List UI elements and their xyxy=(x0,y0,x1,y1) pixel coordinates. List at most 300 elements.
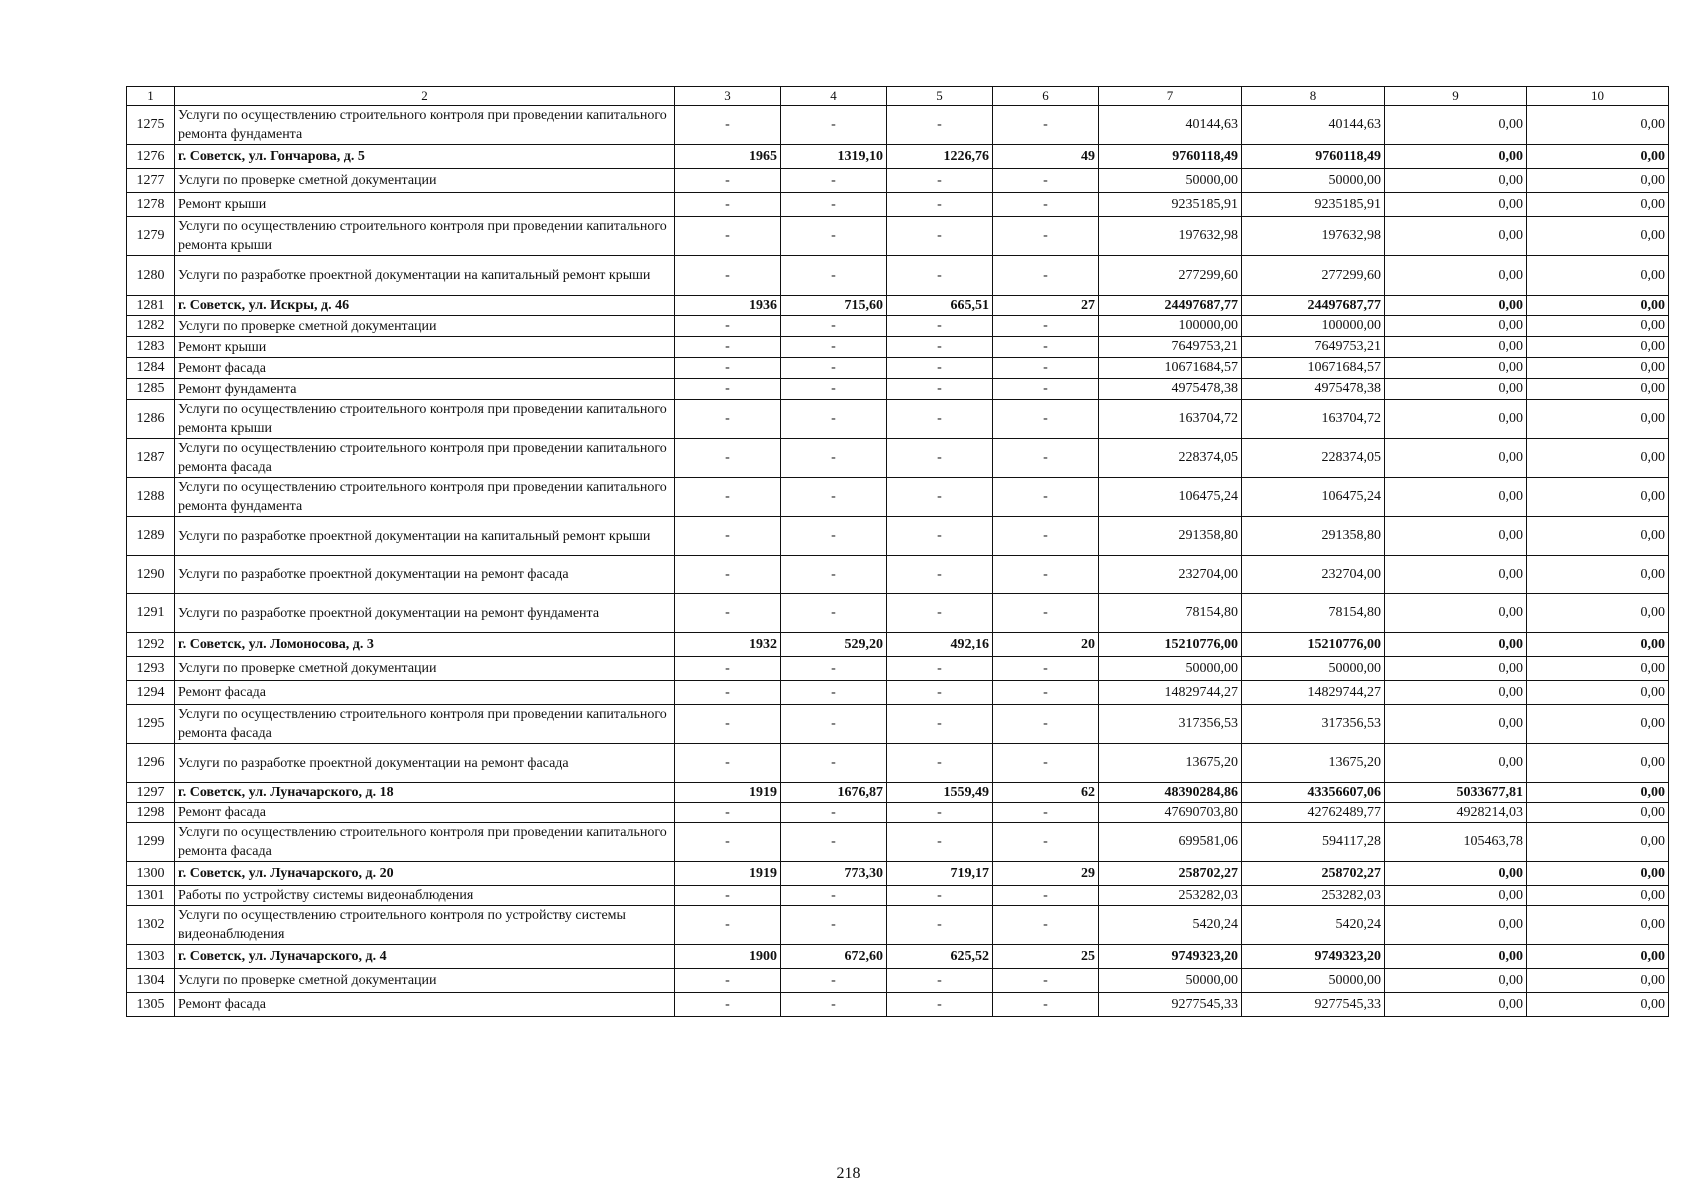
extra-cost-cell: 0,00 xyxy=(1527,296,1669,316)
living-area-cell: 1226,76 xyxy=(887,145,993,169)
living-area-cell: - xyxy=(887,358,993,379)
row-number: 1282 xyxy=(127,316,175,337)
row-name: Услуги по проверке сметной документации xyxy=(175,657,675,681)
year-cell: - xyxy=(675,337,781,358)
area-cell: - xyxy=(781,193,887,217)
total-cost-cell: 10671684,57 xyxy=(1099,358,1242,379)
living-area-cell: - xyxy=(887,705,993,744)
area-cell: 672,60 xyxy=(781,945,887,969)
total-cost-cell: 47690703,80 xyxy=(1099,803,1242,823)
address-row xyxy=(127,296,1669,316)
column-number: 5 xyxy=(887,87,993,106)
row-number: 1301 xyxy=(127,886,175,906)
row-name: Ремонт крыши xyxy=(175,337,675,358)
total-cost-cell: 9760118,49 xyxy=(1099,145,1242,169)
row-number: 1278 xyxy=(127,193,175,217)
area-cell: - xyxy=(781,478,887,517)
area-cell: - xyxy=(781,803,887,823)
fund-cost-cell: 163704,72 xyxy=(1242,400,1385,439)
fund-cost-cell: 5420,24 xyxy=(1242,906,1385,945)
fund-cost-cell: 106475,24 xyxy=(1242,478,1385,517)
table-row xyxy=(127,193,1669,217)
other-cost-cell: 0,00 xyxy=(1385,744,1527,783)
living-area-cell: - xyxy=(887,217,993,256)
fund-cost-cell: 100000,00 xyxy=(1242,316,1385,337)
other-cost-cell: 0,00 xyxy=(1385,556,1527,594)
row-number: 1292 xyxy=(127,633,175,657)
fund-cost-cell: 42762489,77 xyxy=(1242,803,1385,823)
extra-cost-cell: 0,00 xyxy=(1527,862,1669,886)
fund-cost-cell: 40144,63 xyxy=(1242,106,1385,145)
row-number: 1297 xyxy=(127,783,175,803)
area-cell: 715,60 xyxy=(781,296,887,316)
column-number: 10 xyxy=(1527,87,1669,106)
residents-cell: - xyxy=(993,439,1099,478)
extra-cost-cell: 0,00 xyxy=(1527,705,1669,744)
area-cell: - xyxy=(781,106,887,145)
row-number: 1277 xyxy=(127,169,175,193)
fund-cost-cell: 24497687,77 xyxy=(1242,296,1385,316)
extra-cost-cell: 0,00 xyxy=(1527,886,1669,906)
row-name: Услуги по осуществлению строительного контроля при проведении капитального ремонта фасада xyxy=(175,439,675,478)
extra-cost-cell: 0,00 xyxy=(1527,439,1669,478)
address-row xyxy=(127,783,1669,803)
total-cost-cell: 4975478,38 xyxy=(1099,379,1242,400)
row-number: 1290 xyxy=(127,556,175,594)
total-cost-cell: 228374,05 xyxy=(1099,439,1242,478)
fund-cost-cell: 50000,00 xyxy=(1242,657,1385,681)
residents-cell: - xyxy=(993,316,1099,337)
table-row xyxy=(127,906,1669,945)
living-area-cell: 492,16 xyxy=(887,633,993,657)
fund-cost-cell: 10671684,57 xyxy=(1242,358,1385,379)
extra-cost-cell: 0,00 xyxy=(1527,379,1669,400)
row-name: Ремонт фасада xyxy=(175,358,675,379)
residents-cell: - xyxy=(993,705,1099,744)
residents-cell: - xyxy=(993,517,1099,556)
fund-cost-cell: 14829744,27 xyxy=(1242,681,1385,705)
living-area-cell: - xyxy=(887,517,993,556)
fund-cost-cell: 258702,27 xyxy=(1242,862,1385,886)
total-cost-cell: 78154,80 xyxy=(1099,594,1242,633)
area-cell: - xyxy=(781,400,887,439)
other-cost-cell: 0,00 xyxy=(1385,439,1527,478)
table-row xyxy=(127,886,1669,906)
other-cost-cell: 0,00 xyxy=(1385,945,1527,969)
other-cost-cell: 0,00 xyxy=(1385,705,1527,744)
other-cost-cell: 0,00 xyxy=(1385,217,1527,256)
extra-cost-cell: 0,00 xyxy=(1527,945,1669,969)
column-number: 2 xyxy=(175,87,675,106)
row-name: Услуги по осуществлению строительного контроля при проведении капитального ремонта крыши xyxy=(175,400,675,439)
fund-cost-cell: 197632,98 xyxy=(1242,217,1385,256)
area-cell: - xyxy=(781,744,887,783)
residents-cell: - xyxy=(993,478,1099,517)
extra-cost-cell: 0,00 xyxy=(1527,316,1669,337)
row-name: Ремонт фундамента xyxy=(175,379,675,400)
page-number: 218 xyxy=(836,1165,861,1182)
year-cell: - xyxy=(675,217,781,256)
year-cell: - xyxy=(675,193,781,217)
fund-cost-cell: 43356607,06 xyxy=(1242,783,1385,803)
fund-cost-cell: 50000,00 xyxy=(1242,169,1385,193)
row-name: Ремонт фасада xyxy=(175,681,675,705)
total-cost-cell: 24497687,77 xyxy=(1099,296,1242,316)
other-cost-cell: 0,00 xyxy=(1385,969,1527,993)
living-area-cell: - xyxy=(887,969,993,993)
area-cell: - xyxy=(781,169,887,193)
area-cell: - xyxy=(781,379,887,400)
total-cost-cell: 163704,72 xyxy=(1099,400,1242,439)
row-number: 1304 xyxy=(127,969,175,993)
total-cost-cell: 106475,24 xyxy=(1099,478,1242,517)
extra-cost-cell: 0,00 xyxy=(1527,744,1669,783)
area-cell: - xyxy=(781,657,887,681)
fund-cost-cell: 253282,03 xyxy=(1242,886,1385,906)
table-row xyxy=(127,556,1669,594)
total-cost-cell: 317356,53 xyxy=(1099,705,1242,744)
other-cost-cell: 0,00 xyxy=(1385,400,1527,439)
extra-cost-cell: 0,00 xyxy=(1527,993,1669,1017)
area-cell: - xyxy=(781,358,887,379)
column-number-row xyxy=(127,87,1669,106)
fund-cost-cell: 15210776,00 xyxy=(1242,633,1385,657)
area-cell: - xyxy=(781,594,887,633)
row-name: Услуги по разработке проектной документации на капитальный ремонт крыши xyxy=(175,256,675,296)
other-cost-cell: 0,00 xyxy=(1385,337,1527,358)
year-cell: - xyxy=(675,400,781,439)
row-number: 1294 xyxy=(127,681,175,705)
table-row xyxy=(127,256,1669,296)
residents-cell: - xyxy=(993,169,1099,193)
fund-cost-cell: 228374,05 xyxy=(1242,439,1385,478)
row-number: 1295 xyxy=(127,705,175,744)
total-cost-cell: 48390284,86 xyxy=(1099,783,1242,803)
residents-cell: - xyxy=(993,993,1099,1017)
fund-cost-cell: 9235185,91 xyxy=(1242,193,1385,217)
row-name: Услуги по проверке сметной документации xyxy=(175,316,675,337)
living-area-cell: - xyxy=(887,556,993,594)
other-cost-cell: 0,00 xyxy=(1385,594,1527,633)
table-row xyxy=(127,400,1669,439)
area-cell: 1319,10 xyxy=(781,145,887,169)
row-number: 1286 xyxy=(127,400,175,439)
row-number: 1300 xyxy=(127,862,175,886)
extra-cost-cell: 0,00 xyxy=(1527,106,1669,145)
residents-cell: - xyxy=(993,106,1099,145)
row-number: 1303 xyxy=(127,945,175,969)
row-name: Услуги по разработке проектной документации на ремонт фундамента xyxy=(175,594,675,633)
year-cell: 1919 xyxy=(675,862,781,886)
extra-cost-cell: 0,00 xyxy=(1527,783,1669,803)
row-name: Ремонт фасада xyxy=(175,993,675,1017)
area-cell: - xyxy=(781,256,887,296)
area-cell: - xyxy=(781,886,887,906)
table-row xyxy=(127,439,1669,478)
area-cell: 773,30 xyxy=(781,862,887,886)
area-cell: - xyxy=(781,906,887,945)
total-cost-cell: 197632,98 xyxy=(1099,217,1242,256)
year-cell: - xyxy=(675,517,781,556)
residents-cell: 62 xyxy=(993,783,1099,803)
row-name: Услуги по осуществлению строительного контроля при проведении капитального ремонта фасада xyxy=(175,705,675,744)
other-cost-cell: 0,00 xyxy=(1385,478,1527,517)
row-number: 1296 xyxy=(127,744,175,783)
other-cost-cell: 0,00 xyxy=(1385,358,1527,379)
row-number: 1281 xyxy=(127,296,175,316)
extra-cost-cell: 0,00 xyxy=(1527,556,1669,594)
living-area-cell: - xyxy=(887,193,993,217)
other-cost-cell: 0,00 xyxy=(1385,379,1527,400)
year-cell: - xyxy=(675,969,781,993)
year-cell: - xyxy=(675,594,781,633)
residents-cell: - xyxy=(993,803,1099,823)
row-name: г. Советск, ул. Ломоносова, д. 3 xyxy=(175,633,675,657)
table-row xyxy=(127,337,1669,358)
residents-cell: - xyxy=(993,400,1099,439)
row-number: 1275 xyxy=(127,106,175,145)
year-cell: 1965 xyxy=(675,145,781,169)
year-cell: - xyxy=(675,106,781,145)
fund-cost-cell: 50000,00 xyxy=(1242,969,1385,993)
row-number: 1291 xyxy=(127,594,175,633)
table-row xyxy=(127,106,1669,145)
row-number: 1284 xyxy=(127,358,175,379)
table-row xyxy=(127,993,1669,1017)
row-name: Ремонт крыши xyxy=(175,193,675,217)
table-row xyxy=(127,517,1669,556)
fund-cost-cell: 78154,80 xyxy=(1242,594,1385,633)
other-cost-cell: 0,00 xyxy=(1385,657,1527,681)
year-cell: - xyxy=(675,657,781,681)
residents-cell: - xyxy=(993,193,1099,217)
area-cell: - xyxy=(781,823,887,862)
row-number: 1302 xyxy=(127,906,175,945)
extra-cost-cell: 0,00 xyxy=(1527,337,1669,358)
living-area-cell: - xyxy=(887,316,993,337)
row-number: 1280 xyxy=(127,256,175,296)
other-cost-cell: 0,00 xyxy=(1385,862,1527,886)
residents-cell: - xyxy=(993,379,1099,400)
row-name: Услуги по проверке сметной документации xyxy=(175,169,675,193)
total-cost-cell: 9749323,20 xyxy=(1099,945,1242,969)
area-cell: 1676,87 xyxy=(781,783,887,803)
area-cell: - xyxy=(781,993,887,1017)
extra-cost-cell: 0,00 xyxy=(1527,145,1669,169)
other-cost-cell: 0,00 xyxy=(1385,169,1527,193)
extra-cost-cell: 0,00 xyxy=(1527,969,1669,993)
row-number: 1289 xyxy=(127,517,175,556)
total-cost-cell: 9235185,91 xyxy=(1099,193,1242,217)
table-row xyxy=(127,478,1669,517)
table-row xyxy=(127,657,1669,681)
living-area-cell: - xyxy=(887,106,993,145)
table-row xyxy=(127,744,1669,783)
living-area-cell: - xyxy=(887,379,993,400)
other-cost-cell: 0,00 xyxy=(1385,256,1527,296)
area-cell: - xyxy=(781,517,887,556)
row-name: Ремонт фасада xyxy=(175,803,675,823)
year-cell: - xyxy=(675,316,781,337)
residents-cell: - xyxy=(993,256,1099,296)
column-number: 1 xyxy=(127,87,175,106)
area-cell: - xyxy=(781,217,887,256)
other-cost-cell: 105463,78 xyxy=(1385,823,1527,862)
residents-cell: - xyxy=(993,681,1099,705)
living-area-cell: - xyxy=(887,681,993,705)
row-number: 1299 xyxy=(127,823,175,862)
extra-cost-cell: 0,00 xyxy=(1527,681,1669,705)
year-cell: - xyxy=(675,993,781,1017)
total-cost-cell: 13675,20 xyxy=(1099,744,1242,783)
year-cell: 1900 xyxy=(675,945,781,969)
living-area-cell: - xyxy=(887,256,993,296)
row-number: 1288 xyxy=(127,478,175,517)
living-area-cell: - xyxy=(887,657,993,681)
year-cell: - xyxy=(675,906,781,945)
living-area-cell: 1559,49 xyxy=(887,783,993,803)
residents-cell: - xyxy=(993,657,1099,681)
year-cell: - xyxy=(675,478,781,517)
fund-cost-cell: 594117,28 xyxy=(1242,823,1385,862)
year-cell: 1936 xyxy=(675,296,781,316)
extra-cost-cell: 0,00 xyxy=(1527,657,1669,681)
fund-cost-cell: 9749323,20 xyxy=(1242,945,1385,969)
residents-cell: 27 xyxy=(993,296,1099,316)
other-cost-cell: 0,00 xyxy=(1385,296,1527,316)
table-row xyxy=(127,169,1669,193)
living-area-cell: - xyxy=(887,993,993,1017)
extra-cost-cell: 0,00 xyxy=(1527,517,1669,556)
total-cost-cell: 50000,00 xyxy=(1099,969,1242,993)
living-area-cell: - xyxy=(887,439,993,478)
residents-cell: - xyxy=(993,217,1099,256)
row-name: г. Советск, ул. Луначарского, д. 4 xyxy=(175,945,675,969)
residents-cell: - xyxy=(993,906,1099,945)
extra-cost-cell: 0,00 xyxy=(1527,823,1669,862)
table-row xyxy=(127,823,1669,862)
living-area-cell: 625,52 xyxy=(887,945,993,969)
row-name: Услуги по разработке проектной документации на ремонт фасада xyxy=(175,744,675,783)
total-cost-cell: 50000,00 xyxy=(1099,169,1242,193)
table-row xyxy=(127,217,1669,256)
year-cell: - xyxy=(675,744,781,783)
table-row xyxy=(127,705,1669,744)
extra-cost-cell: 0,00 xyxy=(1527,400,1669,439)
area-cell: - xyxy=(781,681,887,705)
row-name: г. Советск, ул. Гончарова, д. 5 xyxy=(175,145,675,169)
year-cell: - xyxy=(675,358,781,379)
extra-cost-cell: 0,00 xyxy=(1527,358,1669,379)
row-name: г. Советск, ул. Искры, д. 46 xyxy=(175,296,675,316)
living-area-cell: - xyxy=(887,169,993,193)
row-name: Услуги по разработке проектной документации на капитальный ремонт крыши xyxy=(175,517,675,556)
year-cell: - xyxy=(675,556,781,594)
register-table xyxy=(126,86,1669,1017)
area-cell: - xyxy=(781,556,887,594)
table-row xyxy=(127,681,1669,705)
extra-cost-cell: 0,00 xyxy=(1527,169,1669,193)
living-area-cell: - xyxy=(887,906,993,945)
extra-cost-cell: 0,00 xyxy=(1527,594,1669,633)
total-cost-cell: 50000,00 xyxy=(1099,657,1242,681)
residents-cell: 49 xyxy=(993,145,1099,169)
other-cost-cell: 4928214,03 xyxy=(1385,803,1527,823)
total-cost-cell: 232704,00 xyxy=(1099,556,1242,594)
row-number: 1283 xyxy=(127,337,175,358)
fund-cost-cell: 13675,20 xyxy=(1242,744,1385,783)
row-number: 1285 xyxy=(127,379,175,400)
living-area-cell: - xyxy=(887,478,993,517)
address-row xyxy=(127,945,1669,969)
living-area-cell: - xyxy=(887,886,993,906)
extra-cost-cell: 0,00 xyxy=(1527,633,1669,657)
area-cell: 529,20 xyxy=(781,633,887,657)
row-name: Услуги по осуществлению строительного контроля при проведении капитального ремонта крыши xyxy=(175,217,675,256)
residents-cell: - xyxy=(993,823,1099,862)
row-name: Услуги по проверке сметной документации xyxy=(175,969,675,993)
fund-cost-cell: 9277545,33 xyxy=(1242,993,1385,1017)
extra-cost-cell: 0,00 xyxy=(1527,217,1669,256)
address-row xyxy=(127,633,1669,657)
other-cost-cell: 5033677,81 xyxy=(1385,783,1527,803)
row-number: 1276 xyxy=(127,145,175,169)
total-cost-cell: 7649753,21 xyxy=(1099,337,1242,358)
address-row xyxy=(127,862,1669,886)
living-area-cell: - xyxy=(887,594,993,633)
total-cost-cell: 5420,24 xyxy=(1099,906,1242,945)
area-cell: - xyxy=(781,316,887,337)
area-cell: - xyxy=(781,969,887,993)
total-cost-cell: 40144,63 xyxy=(1099,106,1242,145)
column-number: 8 xyxy=(1242,87,1385,106)
area-cell: - xyxy=(781,439,887,478)
fund-cost-cell: 317356,53 xyxy=(1242,705,1385,744)
residents-cell: 25 xyxy=(993,945,1099,969)
living-area-cell: - xyxy=(887,803,993,823)
year-cell: 1932 xyxy=(675,633,781,657)
fund-cost-cell: 232704,00 xyxy=(1242,556,1385,594)
other-cost-cell: 0,00 xyxy=(1385,993,1527,1017)
fund-cost-cell: 291358,80 xyxy=(1242,517,1385,556)
other-cost-cell: 0,00 xyxy=(1385,193,1527,217)
total-cost-cell: 9277545,33 xyxy=(1099,993,1242,1017)
other-cost-cell: 0,00 xyxy=(1385,906,1527,945)
row-name: Услуги по осуществлению строительного контроля при проведении капитального ремонта фундамента xyxy=(175,106,675,145)
year-cell: - xyxy=(675,681,781,705)
residents-cell: - xyxy=(993,337,1099,358)
total-cost-cell: 15210776,00 xyxy=(1099,633,1242,657)
column-number: 4 xyxy=(781,87,887,106)
address-row xyxy=(127,145,1669,169)
extra-cost-cell: 0,00 xyxy=(1527,478,1669,517)
column-number: 3 xyxy=(675,87,781,106)
living-area-cell: 719,17 xyxy=(887,862,993,886)
table-row xyxy=(127,358,1669,379)
residents-cell: - xyxy=(993,556,1099,594)
other-cost-cell: 0,00 xyxy=(1385,633,1527,657)
fund-cost-cell: 7649753,21 xyxy=(1242,337,1385,358)
table-row xyxy=(127,803,1669,823)
row-name: Услуги по осуществлению строительного контроля при проведении капитального ремонта фундамента xyxy=(175,478,675,517)
residents-cell: - xyxy=(993,594,1099,633)
fund-cost-cell: 277299,60 xyxy=(1242,256,1385,296)
residents-cell: - xyxy=(993,744,1099,783)
table-row xyxy=(127,316,1669,337)
total-cost-cell: 100000,00 xyxy=(1099,316,1242,337)
living-area-cell: - xyxy=(887,744,993,783)
table-row xyxy=(127,969,1669,993)
